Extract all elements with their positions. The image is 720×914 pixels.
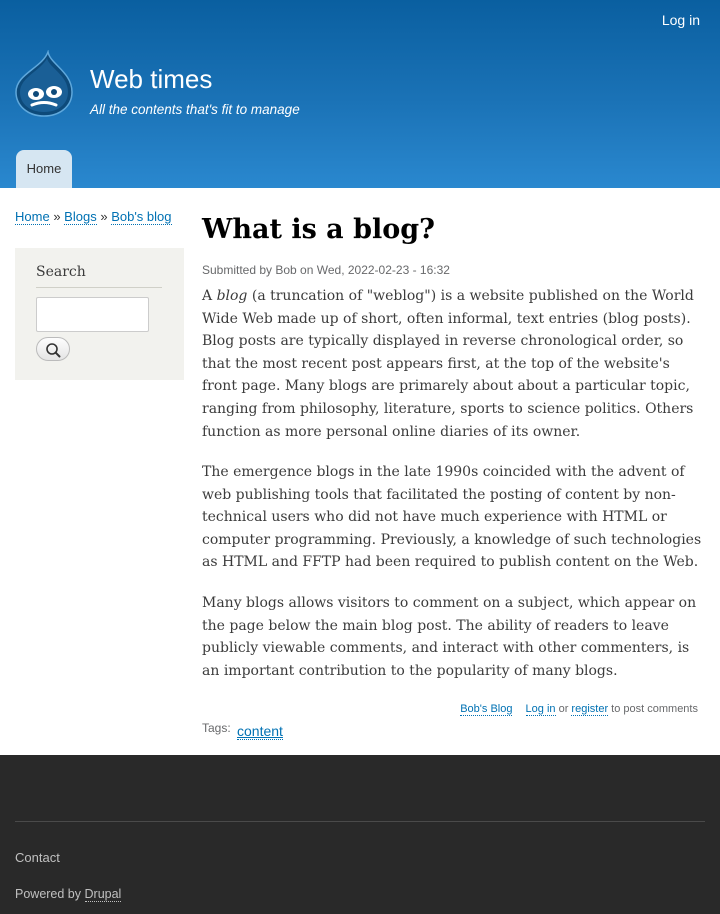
article-paragraph: Many blogs allows visitors to comment on a subject, which appear on the page below the main blog post. The ability of readers to leave publicly viewable comments, and interact with other commenters, is an important contribution to the popularity of many blogs.: [202, 595, 697, 679]
breadcrumb-home-link[interactable]: Home: [15, 209, 50, 224]
post-comments-text: to post comments: [611, 703, 698, 715]
bobs-blog-link[interactable]: Bob's Blog: [460, 703, 513, 715]
tag-content-link[interactable]: content: [237, 723, 283, 739]
site-name[interactable]: Web times: [90, 64, 213, 94]
article-paragraph: A blog (a truncation of "weblog") is a website published on the World Wide Web made up of short, often informal, text entries (blog posts). Blog posts are typically displayed in reverse chronological order, so that the most recent post appears first, at the top of the website's front page. Many blogs are primarely about about a particular topic, ranging from philosophy, literature, sports to science politics. Others function as more personal online diaries of its owner.: [202, 288, 694, 440]
article-emphasis: blog: [216, 288, 248, 304]
search-icon: [37, 338, 71, 362]
drupal-link[interactable]: Drupal: [84, 887, 122, 901]
divider: [15, 821, 705, 822]
powered-by-text: Powered by: [15, 887, 82, 901]
tags-label: Tags:: [202, 721, 231, 735]
powered-by: [15, 887, 121, 901]
breadcrumb-bobs-blog-link[interactable]: Bob's blog: [111, 209, 172, 224]
breadcrumb-separator: »: [100, 209, 108, 224]
search-button[interactable]: [36, 337, 70, 361]
breadcrumb: [15, 209, 172, 224]
breadcrumb-separator: »: [53, 209, 61, 224]
search-block-title: Search: [36, 264, 86, 280]
site-slogan: All the contents that's fit to manage: [90, 102, 300, 117]
login-to-comment-link[interactable]: Log in: [525, 703, 556, 715]
divider: [36, 287, 162, 288]
article-paragraph: The emergence blogs in the late 1990s coincided with the advent of web publishing tools that facilitated the posting of content by non-technical users who did not have much experience with HTML or computer programming. Previously, a knowledge of such technologies as HTML and FFTP had been required to publish content on the Web.: [202, 464, 702, 571]
breadcrumb-blogs-link[interactable]: Blogs: [64, 209, 97, 224]
submitted-info: Submitted by Bob on Wed, 2022-02-23 - 16:32: [202, 263, 450, 277]
drupal-logo-icon[interactable]: [14, 50, 74, 118]
site-header: [0, 0, 720, 188]
or-text: or: [558, 703, 569, 715]
tab-home[interactable]: Home: [16, 150, 72, 188]
login-link[interactable]: Log in: [661, 12, 700, 28]
search-block: [15, 248, 184, 380]
footer-contact-link[interactable]: Contact: [15, 850, 60, 865]
article-links: [460, 703, 698, 715]
site-footer: [0, 755, 720, 914]
register-link[interactable]: register: [571, 703, 609, 715]
search-input[interactable]: [36, 297, 149, 332]
page-title: What is a blog?: [202, 214, 435, 245]
